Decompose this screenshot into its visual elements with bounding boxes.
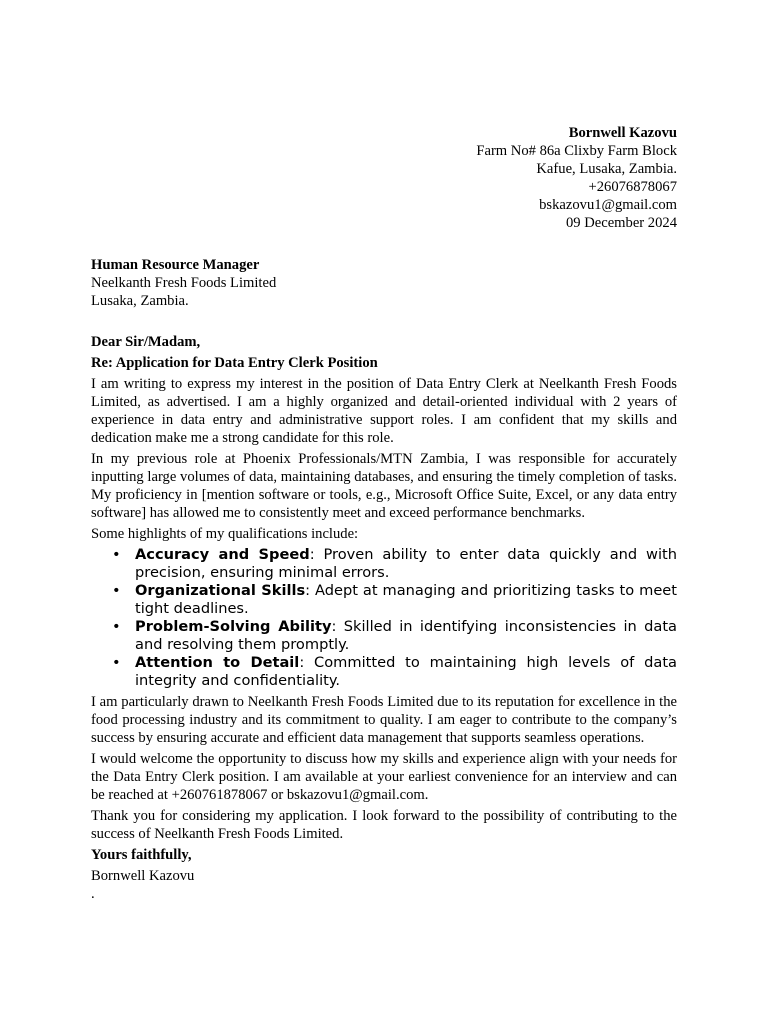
sender-address-line1: Farm No# 86a Clixby Farm Block bbox=[476, 143, 677, 159]
highlight-text: : Committed to maintaining high levels of data integrity and confidentiality. bbox=[135, 654, 677, 689]
sender-email: bskazovu1@gmail.com bbox=[539, 197, 677, 213]
sender-address-block bbox=[277, 124, 677, 232]
recipient-location: Lusaka, Zambia. bbox=[91, 293, 189, 309]
sender-name: Bornwell Kazovu bbox=[568, 125, 677, 141]
letter-body bbox=[91, 333, 677, 903]
salutation: Dear Sir/Madam, bbox=[91, 334, 201, 350]
sender-address-line2: Kafue, Lusaka, Zambia. bbox=[536, 161, 677, 177]
highlight-text: : Proven ability to enter data quickly and with precision, ensuring minimal errors. bbox=[135, 546, 677, 581]
highlight-title: Accuracy and Speed bbox=[135, 546, 310, 563]
signature-name: Bornwell Kazovu bbox=[91, 868, 195, 884]
highlight-item bbox=[135, 582, 677, 618]
body-paragraph-1: I am writing to express my interest in the position of Data Entry Clerk at Neelkanth Fresh Foods Limited, as advertised. I am a highly organized and detail-oriented individual with 2 years of experience in data entry and administrative support roles. I am confident that my skills and dedication make me a strong candidate for this role. bbox=[91, 376, 677, 446]
highlight-item bbox=[135, 654, 677, 690]
body-paragraph-4: I would welcome the opportunity to discuss how my skills and experience align with your needs for the Data Entry Clerk position. I am available at your earliest convenience for an interview and can be reached at +260761878067 or bskazovu1@gmail.com. bbox=[91, 751, 677, 803]
highlight-text: : Skilled in identifying inconsistencies in data and resolving them promptly. bbox=[135, 618, 677, 653]
highlight-item bbox=[135, 546, 677, 582]
highlight-item bbox=[135, 618, 677, 654]
body-paragraph-3: I am particularly drawn to Neelkanth Fresh Foods Limited due to its reputation for excellence in the food processing industry and its commitment to quality. I am eager to contribute to the company’s success by ensuring accurate and efficient data management that supports seamless operations. bbox=[91, 694, 677, 746]
recipient-title: Human Resource Manager bbox=[91, 257, 260, 273]
highlights-intro: Some highlights of my qualifications include: bbox=[91, 526, 359, 542]
highlight-title: Organizational Skills bbox=[135, 582, 306, 599]
highlight-title: Problem-Solving Ability bbox=[135, 618, 332, 635]
trailing-dot: . bbox=[91, 886, 95, 902]
recipient-company: Neelkanth Fresh Foods Limited bbox=[91, 275, 277, 291]
letter-date: 09 December 2024 bbox=[565, 215, 677, 231]
highlight-title: Attention to Detail bbox=[135, 654, 300, 671]
recipient-address-block bbox=[91, 256, 677, 310]
body-paragraph-5: Thank you for considering my application. I look forward to the possibility of contributing to the success of Neelkanth Fresh Foods Limited. bbox=[91, 808, 677, 842]
sender-phone: +26076878067 bbox=[588, 179, 677, 195]
subject-line: Re: Application for Data Entry Clerk Position bbox=[91, 355, 378, 371]
highlight-text: : Adept at managing and prioritizing tasks to meet tight deadlines. bbox=[135, 582, 677, 617]
highlights-list bbox=[91, 546, 677, 690]
body-paragraph-2: In my previous role at Phoenix Professionals/MTN Zambia, I was responsible for accurately inputting large volumes of data, maintaining databases, and ensuring the timely completion of tasks. My proficiency in [mention software or tools, e.g., Microsoft Office Suite, Excel, or any data entry software] has allowed me to consistently meet and exceed performance benchmarks. bbox=[91, 451, 677, 521]
closing: Yours faithfully, bbox=[91, 847, 192, 863]
